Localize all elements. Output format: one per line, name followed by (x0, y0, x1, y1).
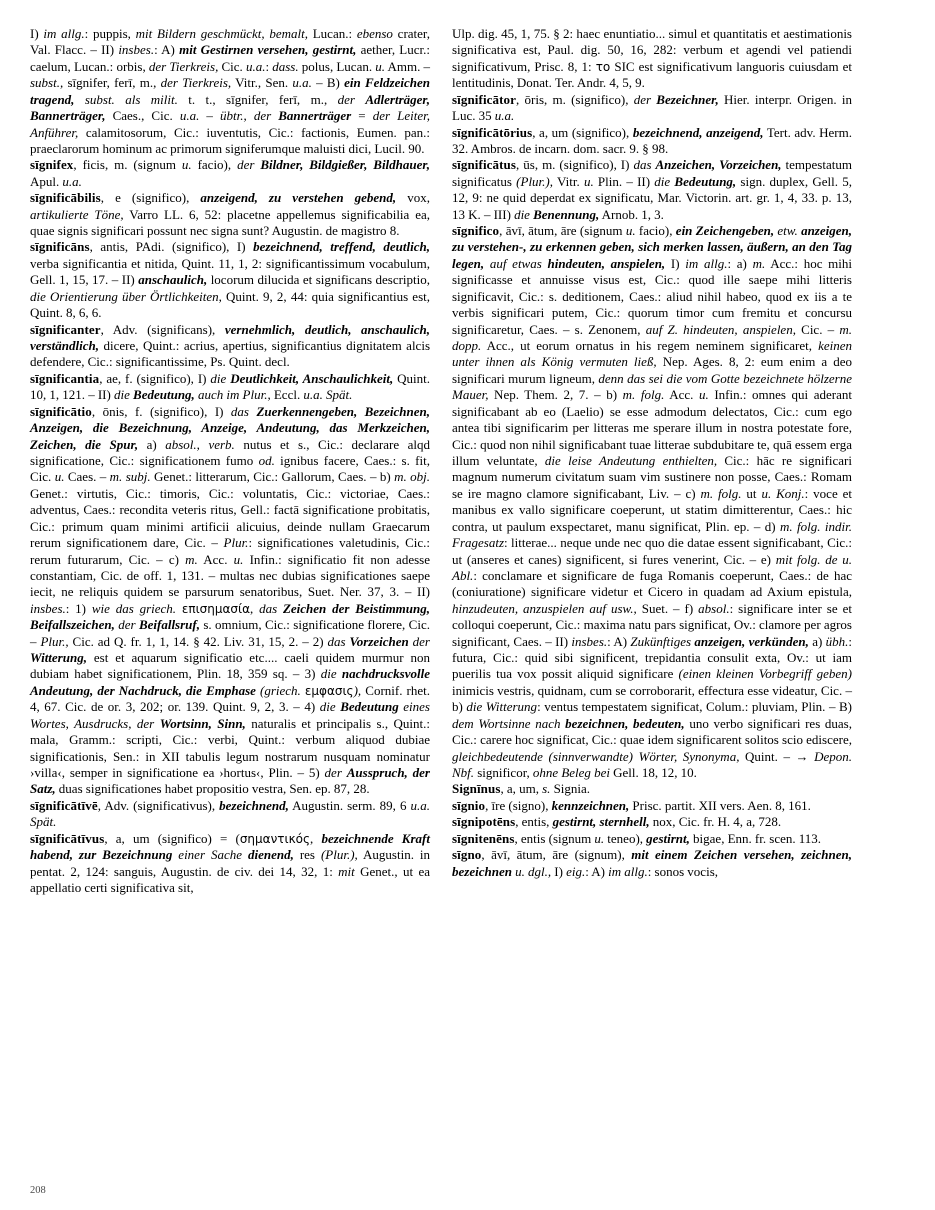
page-columns (30, 26, 905, 896)
entry-significabilis: sīgnificābilis, e (significo), anzeigend, zu verstehen gebend, vox, artikulierte Töne, Varro LL. 6, 52: placetne appellemus significabilia ea, quae signis significari possunt nec signa sunt? Augustin. de magistro 8. (30, 190, 431, 239)
entry-signifer-continuation: I) im allg.: puppis, mit Bildern geschmückt, bemalt, Lucan.: ebenso crater, Val. Flacc. – II) insbes.: A) mit Gestirnen versehen, gestirnt, aether, Lucr.: caelum, Lucan.: orbis, der Tierkreis, Cic. u.a.: dass. polus, Lucan. u. Amm. – subst., sīgnifer, ferī, m., der Tierkreis, Vitr., Sen. u.a. – B) ein Feldzeichen tragend, subst. als milit. t. t., sīgnifer, ferī, m., der Adlerträger, Bannerträger, Caes., Cic. u.a. – übtr., der Bannerträger = der Leiter, Anführer, calamitosorum, Cic.: iuventutis, Cic.: factionis, Eumen. pan.: praeclarorum hominum ac primorum signiferumque maluisti dici, Lucil. 90. (30, 26, 430, 156)
entry-signipotens: sīgnipotēns, entis, gestirnt, sternhell, nox, Cic. fr. H. 4, a, 728. (452, 814, 782, 830)
entry-significatus: sīgnificātus, ūs, m. (significo), I) das Anzeichen, Vorzeichen, tempestatum significatus (Plur.), Vitr. u. Plin. – II) die Bedeutung, sign. duplex, Gell. 5, 12, 9: ne quid deperdat ex significatu, Mar. Victorin. art. gr. 1, 4, 33. p. 13, 13 K. – III) die Benennung, Arnob. 1, 3. (452, 157, 853, 222)
entry-signio: sīgnio, īre (signo), kennzeichnen, Prisc. partit. XII vers. Aen. 8, 161. (452, 797, 811, 813)
entry-significatio: sīgnificātio, ōnis, f. (significo), I) das Zuerkennengeben, Bezeichnen, Anzeigen, die Bezeichnung, Anzeige, Andeutung, das Merkzeichen, Zeichen, die Spur, a) absol., verb. nutus et s., Cic.: declarare alqd significatione, Cic.: significationem fumo od. ignibus facere, Caes.: s. fit, Cic. u. Caes. – m. subj. Genet.: litterarum, Cic.: Gallorum, Caes. – b) m. obj. Genet.: virtutis, Cic.: timoris, Cic.: voluntatis, Cic.: victoriae, Caes.: adventus, Caes.: recondita veteris ritus, Gell.: factā significatione probitatis, Cic.: primum quam minimi artificii alicuius, deinde nullam Graecarum rerum significationem dare, Cic. – Plur.: significationes valetudinis, Cic.: rerum futurarum, Cic. – c) m. Acc. u. Infin.: significatio fit non adesse constantiam, Cic. de off. 1, 131. – multas nec dubias significationes saepe iecit, ne reliquis quidem se parsurum senatoribus, Suet. Ner. 37, 3. – II) insbes.: 1) wie das griech. επισημασία, das Zeichen der Beistimmung, Beifallszeichen, der Beifallsruf, s. omnium, Cic.: significatione florere, Cic. – Plur., Cic. ad Q. fr. 1, 1, 14. § 42. Liv. 31, 15, 2. – 2) das Vorzeichen der Witterung, est et aquarum significatio etc.... caeli quidem murmur non dubiam habet significationem, Plin. 18, 359 sq. – 3) die nachdrucksvolle Andeutung, der Nachdruck, die Emphase (griech. εμφασις), Cornif. rhet. 4, 67. Cic. de or. 3, 202; or. 139. Quint. 9, 2, 3. – 4) die Bedeutung eines Wortes, Ausdrucks, der Wortsinn, Sinn, naturalis et principalis s., Quint.: mala, Gramm.: scripti, Cic.: verbi, Quint.: verbum aliquod dubiae significationis, Sen.: in XII tabulis legum nostrarum nusquam nominatur ›villa‹, semper in significatione ea ›hortus‹, Plin. – 5) der Ausspruch, der Satz, duas significationes habet propositio vestra, Sen. ep. 87, 28. (30, 403, 431, 797)
entry-signitenens: sīgnitenēns, entis (signum u. teneo), gestirnt, bigae, Enn. fr. scen. 113. (452, 830, 822, 846)
left-column (30, 26, 430, 896)
right-column (452, 26, 852, 880)
entry-significator: sīgnificātor, ōris, m. (significo), der Bezeichner, Hier. interpr. Origen. in Luc. 35 u.a. (452, 91, 852, 124)
entry-signinus: Signīnus, a, um, s. Signia. (452, 781, 591, 797)
entry-significanter: sīgnificanter, Adv. (significans), vernehmlich, deutlich, anschaulich, verständlich, dicere, Quint.: acrius, apertius, significantius dignitatem alcis defendere, Cic.: significantissime, Ps. Quint. decl. (30, 321, 430, 370)
entry-signifex: sīgnifex, ficis, m. (signum u. facio), der Bildner, Bildgießer, Bildhauer, Apul. u.a. (30, 157, 430, 189)
entry-significantia: sīgnificantia, ae, f. (significo), I) die Deutlichkeit, Anschaulichkeit, Quint. 10, 1, 121. – II) die Bedeutung, auch im Plur., Eccl. u.a. Spät. (30, 370, 430, 403)
page-number: 208 (30, 1185, 46, 1196)
entry-signo: sīgno, āvī, ātum, āre (signum), mit einem Zeichen versehen, zeichnen, bezeichnen u. dgl., I) eig.: A) im allg.: sonos vocis, (452, 847, 852, 879)
entry-significo: sīgnifico, āvī, ātum, āre (signum u. facio), ein Zeichengeben, etw. anzeigen, zu verstehen-, zu erkennen geben, sich merken lassen, äußern, an den Tag legen, auf etwas hindeuten, anspielen, I) im allg.: a) m. Acc.: hoc mihi significasse et annuisse visus est, Cic.: quod ille saepe mihi litteris significavit, Cic.: s. deditionem, Caes.: aliud nihil habeo, quod ex iis a te verbis significari putem, Cic.: quorum timor cum fremitu et concursu significaretur, Caes. – s. Zenonem, auf Z. hindeuten, anspielen, Cic. – m. dopp. Acc., ut eorum ornatus in his regem neminem significaret, keinen unter ihnen als König vermuten ließ, Nep. Ages. 8, 2: eum enim a deo significari murum ligneum, denn das sei die vom Gotte bezeichnete hölzerne Mauer, Nep. Them. 2, 7. – b) m. folg. Acc. u. Infin.: omnes qui aderant significabant ab eo (Laelio) se esse admodum delectatos, Cic.: cum ego antea tibi significarim per litteras me sperare illum in nostra potestate fore, Cic.: quod non nihil significabant tuae litterae subdubitare te, quā essem erga illum veluntate, die leise Andeutung enthielten, Cic.: hāc re significari magnum numerum civitatum suam vim sustinere non posse, Caes.: Romam se ire magno clamore significabant, Liv. – c) m. folg. ut u. Konj.: voce et manibus ex vallo significare coeperunt, ut statim dimitterentur, Caes.: hic contra, ut paulum exspectaret, manu significat, Plin. ep. – d) m. folg. indir. Fragesatz: litterae... neque unde nec quo die datae essent significabant, Cic.: ut (anseres et canes) significent, si fures venerint, Cic. – e) mit folg. de u. Abl.: conclamare et significare de fuga Romanis coeperunt, Caes.: de hac (coniuratione) significare videtur et Cicero in quadam ad Axium epistula, hinzudeuten, anzuspielen auf usw., Suet. – f) absol.: significare inter se et colloqui coeperunt, Cic.: maxima natu pars significat, Ov.: clamore per agros significant, Caes. – II) insbes.: A) Zukünftiges anzeigen, verkünden, a) übh.: futura, Cic.: quid sibi significent, trepidantia consulit exta, Ov.: ut iam puerilis tua vox possit aliquid significare (einen kleinen Vorbegriff geben) inimicis vestris, quidnam, cum se corroborarit, effectura esse videatur, Cic. – b) die Witterung: ventus tempestatem significat, Colum.: pluviam, Plin. – B) dem Wortsinne nach bezeichnen, bedeuten, uno verbo significari res duas, Cic.: carere hoc significat, Cic.: quae idem significarent solitos scio ediscere, gleichbedeutende (sinnverwandte) Wörter, Synonyma, Quint. – → Depon. Nbf. significor, ohne Beleg bei Gell. 18, 12, 10. (452, 223, 853, 780)
entry-significativus: sīgnificātīvus, a, um (significo) = (σημαντικός, bezeichnende Kraft habend, zur Bezeichnung einer Sache dienend, res (Plur.), Augustin. in pentat. 2, 124: sanguis, Augustin. de civ. dei 14, 32, 1: mit Genet., ut ea appellatio certi significativa sit, (30, 830, 431, 895)
entry-significativus-continuation: Ulp. dig. 45, 1, 75. § 2: haec enuntiatio... simul et quantitatis et aestimationis significativa est, Paul. dig. 50, 16, 282: verbum et agendi vel patiendi significativum, Prisc. 8, 1: το SIC est significativum languoris cuiusdam et lentitudinis, Donat. Ter. Andr. 4, 5, 9. (452, 26, 852, 91)
entry-significatorius: sīgnificātōrius, a, um (significo), bezeichnend, anzeigend, Tert. adv. Herm. 32. Ambros. de incarn. dom. sacr. 9. § 98. (452, 124, 852, 156)
entry-significative: sīgnificātīvē, Adv. (significativus), bezeichnend, Augustin. serm. 89, 6 u.a. Spät. (30, 797, 430, 830)
entry-significans: sīgnificāns, antis, PAdi. (significo), I) bezeichnend, treffend, deutlich, verba significantia et nitida, Quint. 11, 1, 2: significantissimum vocabulum, Gell. 1, 15, 17. – II) anschaulich, locorum dilucida et significans descriptio, die Orientierung über Örtlichkeiten, Quint. 9, 2, 44: quia significantius est, Quint. 8, 6, 6. (30, 239, 430, 321)
